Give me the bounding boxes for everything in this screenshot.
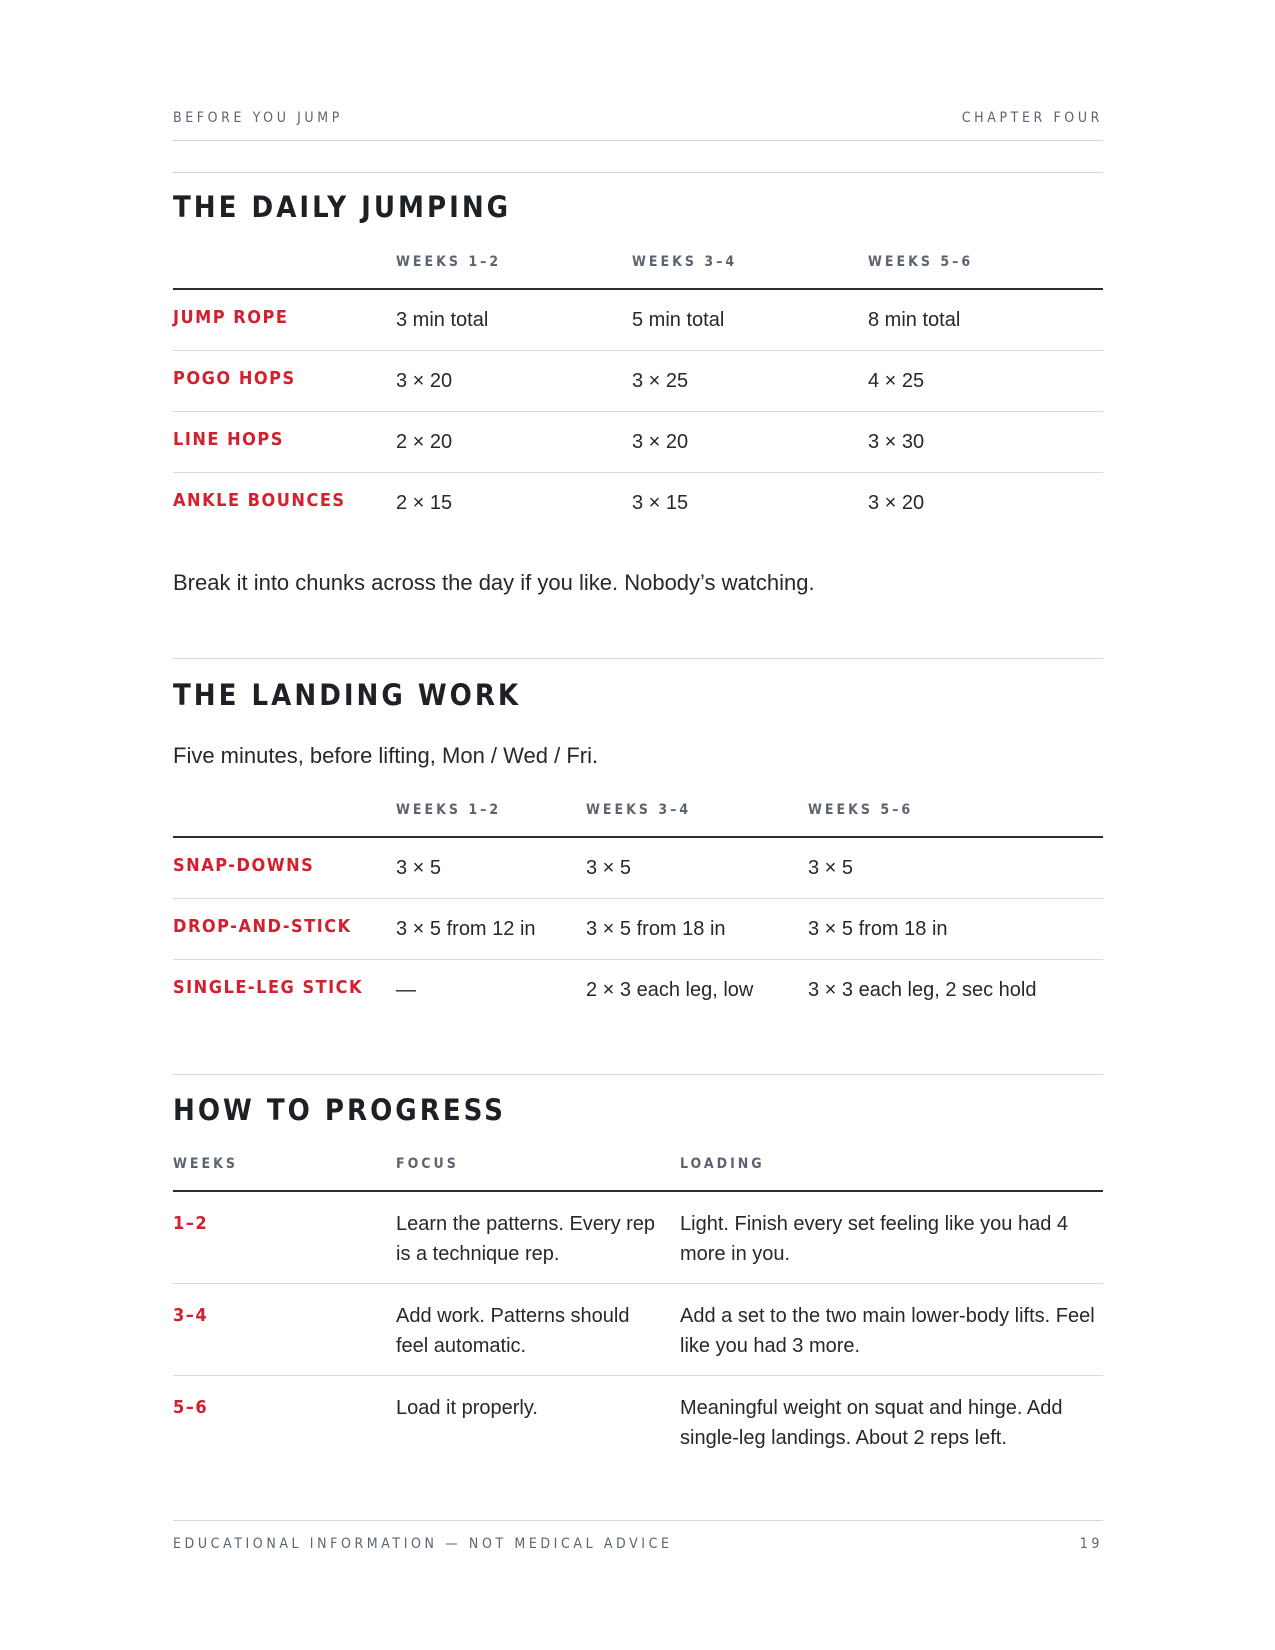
section-divider	[173, 658, 1103, 659]
section-title-landing-work: THE LANDING WORK	[173, 678, 522, 712]
focus-cell: Add work. Patterns should feel automatic.	[396, 1305, 630, 1357]
column-header: WEEKS 3–4	[586, 802, 692, 818]
section-divider	[173, 1074, 1103, 1075]
daily-jumping-table	[173, 248, 1103, 533]
table-row	[173, 351, 1103, 412]
table-cell: 3 min total	[396, 309, 489, 331]
loading-cell: Light. Finish every set feeling like you had 4 more in you.	[680, 1213, 1068, 1265]
table-cell: 3 × 20	[632, 431, 689, 453]
focus-cell: Load it properly.	[396, 1397, 538, 1419]
column-header: WEEKS 5–6	[868, 254, 974, 270]
table-cell: 3 × 25	[632, 370, 689, 392]
table-header	[173, 796, 1103, 838]
running-head-right: CHAPTER FOUR	[961, 110, 1103, 126]
table-cell: 4 × 25	[868, 370, 925, 392]
table-cell: 3 × 20	[868, 492, 925, 514]
row-label: 3–4	[173, 1305, 209, 1326]
table-cell: 3 × 15	[632, 492, 689, 514]
table-row	[173, 1376, 1103, 1467]
row-label: JUMP ROPE	[173, 307, 289, 328]
table-cell: 3 × 3 each leg, 2 sec hold	[808, 979, 1037, 1001]
running-head	[173, 110, 1103, 130]
loading-cell: Meaningful weight on squat and hinge. Add single-leg landings. About 2 reps left.	[680, 1397, 1063, 1449]
table-row	[173, 473, 1103, 533]
section-title-daily-jumping: THE DAILY JUMPING	[173, 190, 512, 224]
daily-jumping-note: Break it into chunks across the day if you like. Nobody’s watching.	[173, 570, 815, 595]
column-header: WEEKS 5–6	[808, 802, 914, 818]
page-number: 19	[1079, 1536, 1103, 1552]
table-cell: 3 × 5 from 18 in	[808, 918, 948, 940]
landing-work-table	[173, 796, 1103, 1020]
table-row	[173, 899, 1103, 960]
row-label: LINE HOPS	[173, 429, 284, 450]
table-row	[173, 1284, 1103, 1376]
running-head-left: BEFORE YOU JUMP	[173, 110, 343, 126]
table-row	[173, 838, 1103, 899]
row-label: ANKLE BOUNCES	[173, 490, 346, 511]
table-cell: 3 × 20	[396, 370, 453, 392]
table-cell: 2 × 20	[396, 431, 453, 453]
column-header: FOCUS	[396, 1156, 459, 1172]
row-label: POGO HOPS	[173, 368, 296, 389]
progress-table	[173, 1150, 1103, 1467]
table-header	[173, 1150, 1103, 1192]
column-header: WEEKS 1–2	[396, 254, 502, 270]
row-label: SINGLE-LEG STICK	[173, 977, 364, 998]
table-cell: 2 × 3 each leg, low	[586, 979, 754, 1001]
table-row	[173, 290, 1103, 351]
row-label: 1–2	[173, 1213, 209, 1234]
table-cell: 3 × 5 from 18 in	[586, 918, 726, 940]
row-label: 5–6	[173, 1397, 209, 1418]
landing-work-intro: Five minutes, before lifting, Mon / Wed / Fri.	[173, 743, 599, 768]
footer-disclaimer: EDUCATIONAL INFORMATION — NOT MEDICAL ADVICE	[173, 1536, 673, 1552]
focus-cell: Learn the patterns. Every rep is a technique rep.	[396, 1213, 656, 1265]
document-page	[173, 0, 1103, 1650]
row-label: DROP-AND-STICK	[173, 916, 352, 937]
table-cell: 2 × 15	[396, 492, 453, 514]
table-cell: 3 × 30	[868, 431, 925, 453]
table-cell: 3 × 5	[808, 857, 854, 879]
table-cell: 5 min total	[632, 309, 725, 331]
table-row	[173, 412, 1103, 473]
section-divider	[173, 172, 1103, 173]
table-cell: 3 × 5	[396, 857, 442, 879]
table-cell: 8 min total	[868, 309, 961, 331]
table-row	[173, 960, 1103, 1020]
section-title-how-to-progress: HOW TO PROGRESS	[173, 1093, 506, 1127]
table-header	[173, 248, 1103, 290]
table-cell: 3 × 5	[586, 857, 632, 879]
footer-rule	[173, 1520, 1103, 1521]
column-header: LOADING	[680, 1156, 765, 1172]
table-cell: 3 × 5 from 12 in	[396, 918, 536, 940]
table-row	[173, 1192, 1103, 1284]
column-header: WEEKS 3–4	[632, 254, 738, 270]
column-header: WEEKS	[173, 1156, 238, 1172]
column-header: WEEKS 1–2	[396, 802, 502, 818]
header-rule	[173, 140, 1103, 141]
row-label: SNAP-DOWNS	[173, 855, 315, 876]
table-cell: —	[396, 979, 416, 1001]
loading-cell: Add a set to the two main lower-body lifts. Feel like you had 3 more.	[680, 1305, 1095, 1357]
